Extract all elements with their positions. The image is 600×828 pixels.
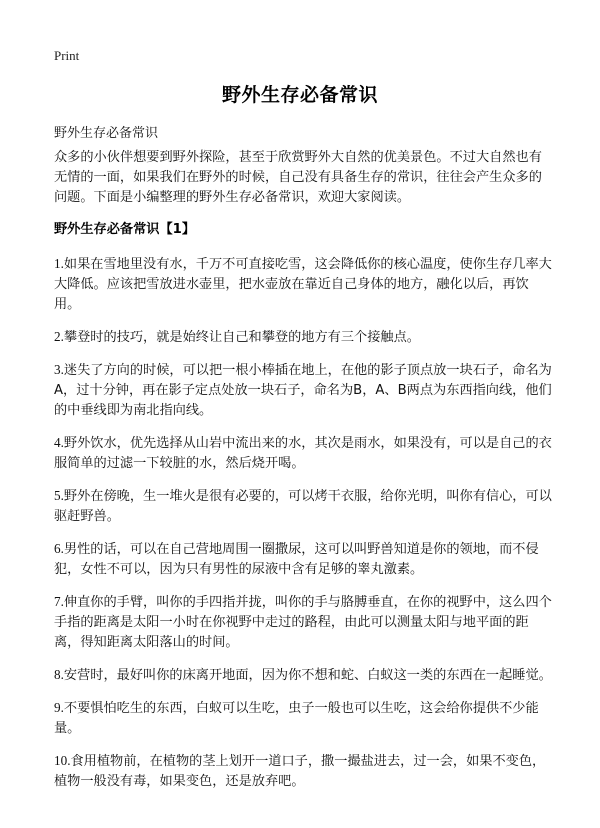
- intro-paragraph: 众多的小伙伴想要到野外探险，甚至于欣赏野外大自然的优美景色。不过大自然也有无情的一面，如果我们在野外的时候，自己没有具备生存的常识，往往会产生众多的问题。下面是小编整理的野外生存必备常识，欢迎大家阅读。: [54, 150, 542, 205]
- item-text: 安营时，最好叫你的床离开地面，因为你不想和蛇、白蚁这一类的东西在一起睡觉。: [63, 668, 552, 683]
- item-number: 5.: [54, 488, 64, 503]
- item-text: 如果在雪地里没有水，千万不可直接吃雪，这会降低你的核心温度，使你生存几率大大降低。应该把雪放进水壶里，把水壶放在靠近自己身体的地方，融化以后，再饮用。: [54, 257, 552, 312]
- item-number: 3.: [54, 362, 64, 377]
- item-text: 攀登时的技巧，就是始终让自己和攀登的地方有三个接触点。: [63, 330, 420, 345]
- item-text: 不要惧怕吃生的东西，白蚁可以生吃，虫子一般也可以生吃，这会给你提供不少能量。: [54, 701, 539, 736]
- item-text: 迷失了方向的时候，可以把一根小棒插在地上，在他的影子顶点放一块石子，命名为A，过十分钟，再在影子定点处放一块石子，命名为B，A、B两点为东西指向线，他们的中垂线即为南北指向线。: [54, 363, 552, 418]
- item-number: 7.: [54, 594, 64, 609]
- item-number: 9.: [54, 700, 64, 715]
- list-item: [54, 254, 554, 315]
- list-item: [54, 327, 554, 348]
- item-text: 男性的话，可以在自己营地周围一圈撒尿，这可以叫野兽知道是你的领地，而不侵犯，女性不可以，因为只有男性的尿液中含有足够的睾丸激素。: [54, 542, 539, 577]
- list-item: [54, 486, 554, 527]
- item-number: 2.: [54, 329, 64, 344]
- section-heading: 野外生存必备常识【1】: [54, 222, 196, 237]
- item-number: 8.: [54, 667, 64, 682]
- list-item: [54, 592, 554, 653]
- item-number: 6.: [54, 541, 64, 556]
- list-item: [54, 698, 554, 739]
- list-item: [54, 360, 554, 421]
- print-link[interactable]: Print: [54, 48, 80, 63]
- item-number: 1.: [54, 256, 64, 271]
- list-item: [54, 665, 554, 686]
- item-text: 伸直你的手臂，叫你的手四指并拢，叫你的手与胳膊垂直，在你的视野中，这么四个手指的距离是太阳一小时在你视野中走过的路程，由此可以测量太阳与地平面的距离，得知距离太阳落山的时间。: [54, 595, 552, 650]
- page-title: 野外生存必备常识: [221, 84, 378, 106]
- item-number: 4.: [54, 435, 64, 450]
- document-subtitle: 野外生存必备常识: [54, 126, 159, 141]
- item-text: 食用植物前，在植物的茎上划开一道口子，撒一撮盐进去，过一会，如果不变色，植物一般没有毒，如果变色，还是放弃吧。: [54, 754, 546, 789]
- list-item: [54, 751, 554, 792]
- item-number: 10.: [54, 753, 71, 768]
- document-body: [54, 148, 554, 804]
- item-text: 野外饮水，优先选择从山岩中流出来的水，其次是雨水，如果没有，可以是自己的衣服简单的过滤一下较脏的水，然后烧开喝。: [54, 436, 552, 471]
- list-item: [54, 539, 554, 580]
- list-item: [54, 433, 554, 474]
- item-text: 野外在傍晚，生一堆火是很有必要的，可以烤干衣服，给你光明，叫你有信心，可以驱赶野兽。: [54, 489, 552, 524]
